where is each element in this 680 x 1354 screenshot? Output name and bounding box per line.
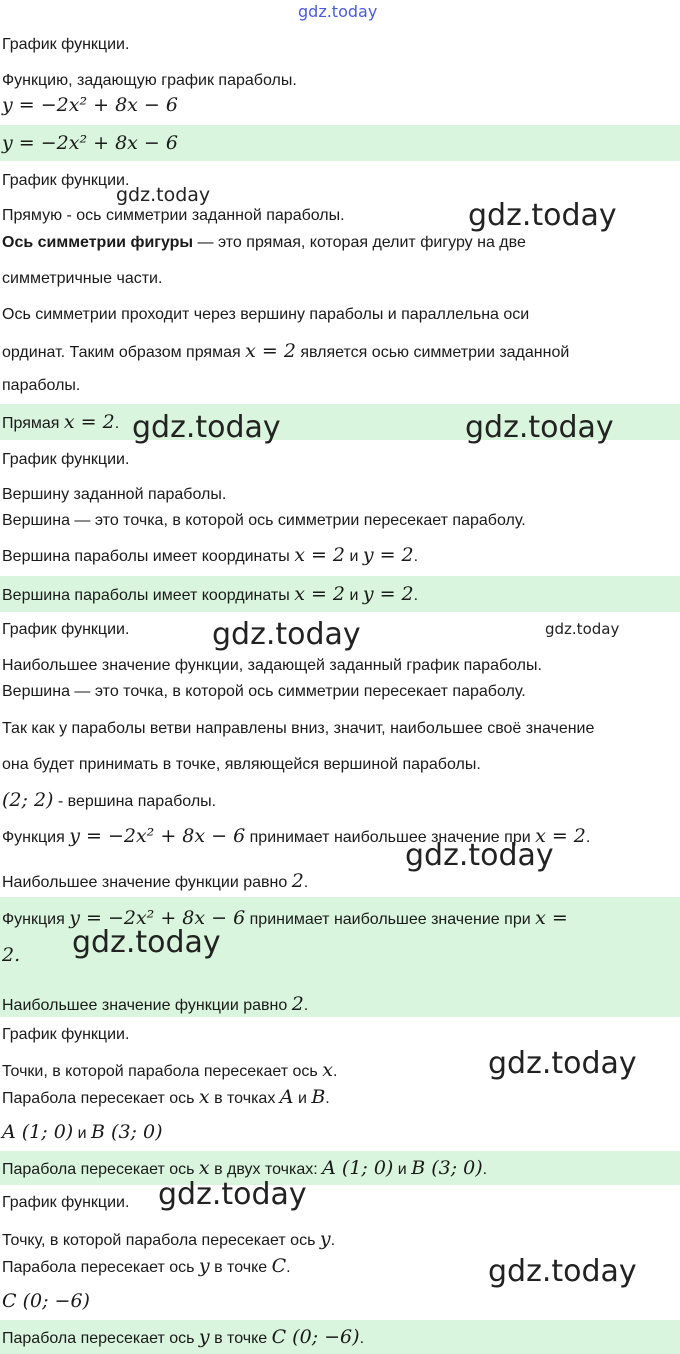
answer-formula: y = −2x² + 8x − 6 xyxy=(2,132,178,154)
paragraph: ординат. Таким образом прямая x = 2 является осью симметрии заданной xyxy=(2,340,570,362)
paragraph: Функция y = −2x² + 8x − 6 принимает наибольшее значение при x = 2. xyxy=(2,825,591,847)
watermark: gdz.today xyxy=(72,925,221,960)
watermark: gdz.today xyxy=(488,1046,637,1081)
definition: Вершина — это точка, в которой ось симметрии пересекает параболу. xyxy=(2,683,526,700)
paragraph: Парабола пересекает ось y в точке C. xyxy=(2,1255,291,1277)
paragraph: Ось симметрии проходит через вершину параболы и параллельна оси xyxy=(2,306,530,323)
section-title: График функции. xyxy=(2,1194,130,1211)
answer-text: Функция y = −2x² + 8x − 6 принимает наибольшее значение при x = xyxy=(2,907,568,929)
watermark: gdz.today xyxy=(465,410,614,445)
definition-cont: симметричные части. xyxy=(2,270,163,287)
paragraph: Вершина параболы имеет координаты x = 2 и y = 2. xyxy=(2,544,419,566)
paragraph: Так как у параболы ветви направлены вниз, значит, наибольшее своё значение xyxy=(2,720,595,737)
definition: Ось симметрии фигуры — это прямая, которая делит фигуру на две xyxy=(2,234,526,251)
section-title: График функции. xyxy=(2,1026,130,1043)
task-text: Прямую - ось симметрии заданной параболы. xyxy=(2,207,345,224)
section-title: График функции. xyxy=(2,451,130,468)
answer-text: Вершина параболы имеет координаты x = 2 и y = 2. xyxy=(2,583,419,605)
watermark: gdz.today xyxy=(132,410,281,445)
vertex-line: (2; 2) - вершина параболы. xyxy=(2,789,217,811)
watermark: gdz.today xyxy=(212,617,361,652)
watermark: gdz.today xyxy=(488,1254,637,1289)
section-title: График функции. xyxy=(2,172,130,189)
section-title: График функции. xyxy=(2,621,130,638)
watermark: gdz.today xyxy=(158,1177,307,1212)
paragraph: Парабола пересекает ось x в точках A и B. xyxy=(2,1086,330,1108)
task-text: Наибольшее значение функции, задающей заданный график параболы. xyxy=(2,657,542,674)
definition-term: Ось симметрии фигуры xyxy=(2,234,194,251)
answer-text: Прямая x = 2. xyxy=(2,411,120,433)
formula: y = −2x² + 8x − 6 xyxy=(2,94,178,116)
answer-text: Парабола пересекает ось y в точке C (0; −6). xyxy=(2,1326,365,1348)
answer-text-cont: 2. xyxy=(2,944,21,966)
paragraph: параболы. xyxy=(2,377,81,394)
points-line: A (1; 0) и B (3; 0) xyxy=(2,1121,163,1143)
answer-text: Наибольшее значение функции равно 2. xyxy=(2,993,309,1015)
watermark: gdz.today xyxy=(405,838,554,873)
watermark: gdz.today xyxy=(298,2,378,21)
paragraph: Наибольшее значение функции равно 2. xyxy=(2,870,309,892)
section-title: График функции. xyxy=(2,36,130,53)
task-text: Точки, в которой парабола пересекает ось x. xyxy=(2,1059,338,1081)
answer-text: Парабола пересекает ось x в двух точках: A (1; 0) и B (3; 0). xyxy=(2,1157,488,1179)
task-text: Функцию, задающую график параболы. xyxy=(2,72,297,89)
task-text: Вершину заданной параболы. xyxy=(2,486,227,503)
paragraph: она будет принимать в точке, являющейся вершиной параболы. xyxy=(2,756,481,773)
watermark: gdz.today xyxy=(545,620,620,638)
watermark: gdz.today xyxy=(116,184,211,206)
watermark: gdz.today xyxy=(468,198,617,233)
point-line: C (0; −6) xyxy=(2,1290,90,1312)
task-text: Точку, в которой парабола пересекает ось y. xyxy=(2,1228,336,1250)
definition: Вершина — это точка, в которой ось симметрии пересекает параболу. xyxy=(2,512,526,529)
